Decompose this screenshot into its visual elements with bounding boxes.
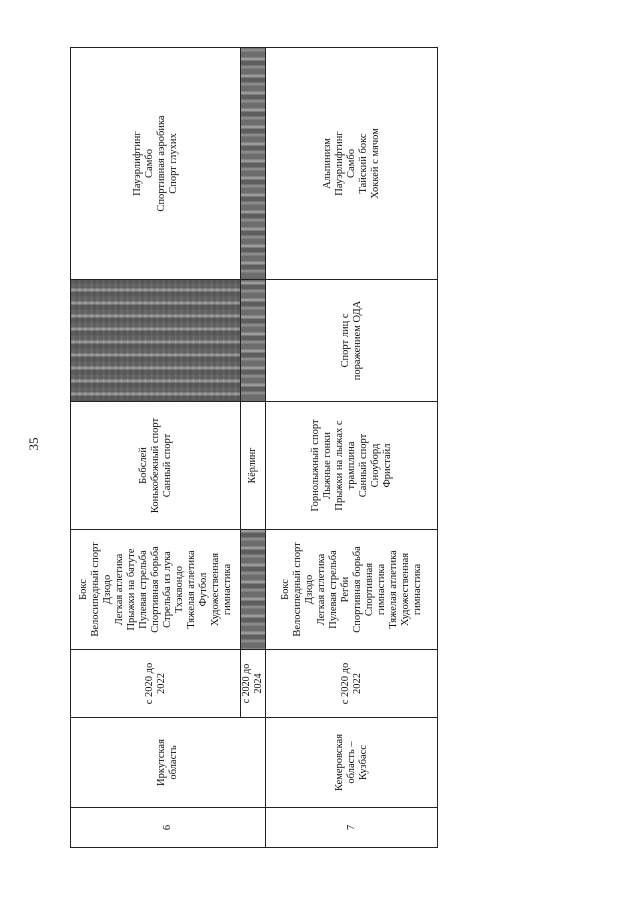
sport-item: Художественная: [399, 552, 411, 627]
sport-item: гимнастика: [411, 563, 423, 616]
sport-item: Стрельба из лука: [161, 551, 173, 628]
sport-item: гимнастика: [221, 563, 233, 616]
page-number: 35: [26, 437, 41, 451]
sport-item: поражением ОДА: [351, 300, 363, 381]
period-cell: с 2020 до 2022: [266, 650, 438, 718]
sport-item: Бокс: [77, 579, 89, 600]
sport-item: Бобслей: [137, 447, 149, 484]
sport-item: трамплина: [345, 441, 357, 490]
sport-item: Регби: [339, 576, 351, 603]
table-row-6: [71, 48, 241, 848]
deaf-sports-cell: [71, 48, 241, 280]
sport-item: гимнастика: [375, 563, 387, 616]
region-line: область: [168, 745, 179, 780]
period-cell: с 2020 до 2022: [71, 650, 241, 718]
sport-item: Прыжки на батуте: [125, 548, 137, 631]
sport-item: Пауэрлифтинг: [333, 131, 345, 196]
sport-item: Пулевая стрельба: [327, 550, 339, 629]
winter-sports-cell: [71, 402, 241, 530]
sport-item: Тхэквондо: [173, 566, 185, 613]
sport-item: Самбо: [143, 149, 155, 178]
period-cell: с 2020 до 2024: [241, 650, 266, 718]
sport-item: Санный спорт: [161, 433, 173, 498]
sport-item: Тяжелая атлетика: [387, 550, 399, 629]
sport-item: Конькобежный спорт: [149, 417, 161, 514]
sport-item: Пауэрлифтинг: [131, 131, 143, 196]
summer-sports-cell: [266, 530, 438, 650]
sport-item: Спортивная аэробика: [155, 115, 167, 212]
sport-item: Бокс: [279, 579, 291, 600]
sports-regions-table: [70, 47, 438, 848]
summer-sports-cell: [71, 530, 241, 650]
sport-item: Сноуборд: [369, 443, 381, 488]
winter-sports-cell: [266, 402, 438, 530]
sport-item: Дзюдо: [101, 574, 113, 605]
scan-artifact-cell: [241, 280, 266, 402]
region-cell: [266, 718, 438, 808]
scan-artifact-cell: [71, 280, 241, 402]
sport-item: Лыжные гонки: [321, 431, 333, 500]
table-sheet: [70, 48, 430, 848]
row-number-cell: 6: [71, 808, 266, 848]
sport-item: Пулевая стрельба: [137, 550, 149, 629]
sport-item: Тяжелая атлетика: [185, 550, 197, 629]
sport-item: Хоккей с мячом: [369, 128, 381, 199]
deaf-sports-cell: [266, 48, 438, 280]
row-number-cell: 7: [266, 808, 438, 848]
sport-item: Художественная: [209, 552, 221, 627]
sport-item: Спортивная борьба: [351, 546, 363, 633]
region-line: Кемеровская: [333, 733, 345, 792]
sport-item: Спортивная борьба: [149, 546, 161, 633]
winter-sports-cell: Кёрлинг: [241, 402, 266, 530]
sport-item: Футбол: [197, 572, 209, 607]
rotated-table-wrapper: [70, 48, 430, 848]
sport-item: Спорт лиц с: [339, 313, 351, 368]
sport-item: Дзюдо: [303, 574, 315, 605]
region-line: Кузбасс: [357, 745, 369, 780]
sport-item: Велосипедный спорт: [89, 542, 101, 637]
region-line: Иркутская: [156, 739, 167, 786]
region-cell: [71, 718, 266, 808]
ada-sports-cell: [266, 280, 438, 402]
sport-item: Альпинизм: [321, 138, 333, 189]
sport-item: Легкая атлетика: [315, 553, 327, 626]
table-row-7: [266, 48, 438, 848]
sport-item: Санный спорт: [357, 433, 369, 498]
scan-artifact-cell: [241, 530, 266, 650]
sport-item: Легкая атлетика: [113, 553, 125, 626]
sport-item: Тайский бокс: [357, 133, 369, 194]
scan-artifact-cell: [241, 48, 266, 280]
sport-item: Спортивная: [363, 562, 375, 617]
sport-item: Горнолыжный спорт: [309, 419, 321, 512]
sport-item: Велосипедный спорт: [291, 542, 303, 637]
sport-item: Прыжки на лыжах с: [333, 420, 345, 511]
sport-item: Спорт глухих: [167, 133, 179, 194]
sport-item: Фристайл: [381, 443, 393, 488]
region-line: область –: [345, 741, 357, 784]
sport-item: Самбо: [345, 149, 357, 178]
